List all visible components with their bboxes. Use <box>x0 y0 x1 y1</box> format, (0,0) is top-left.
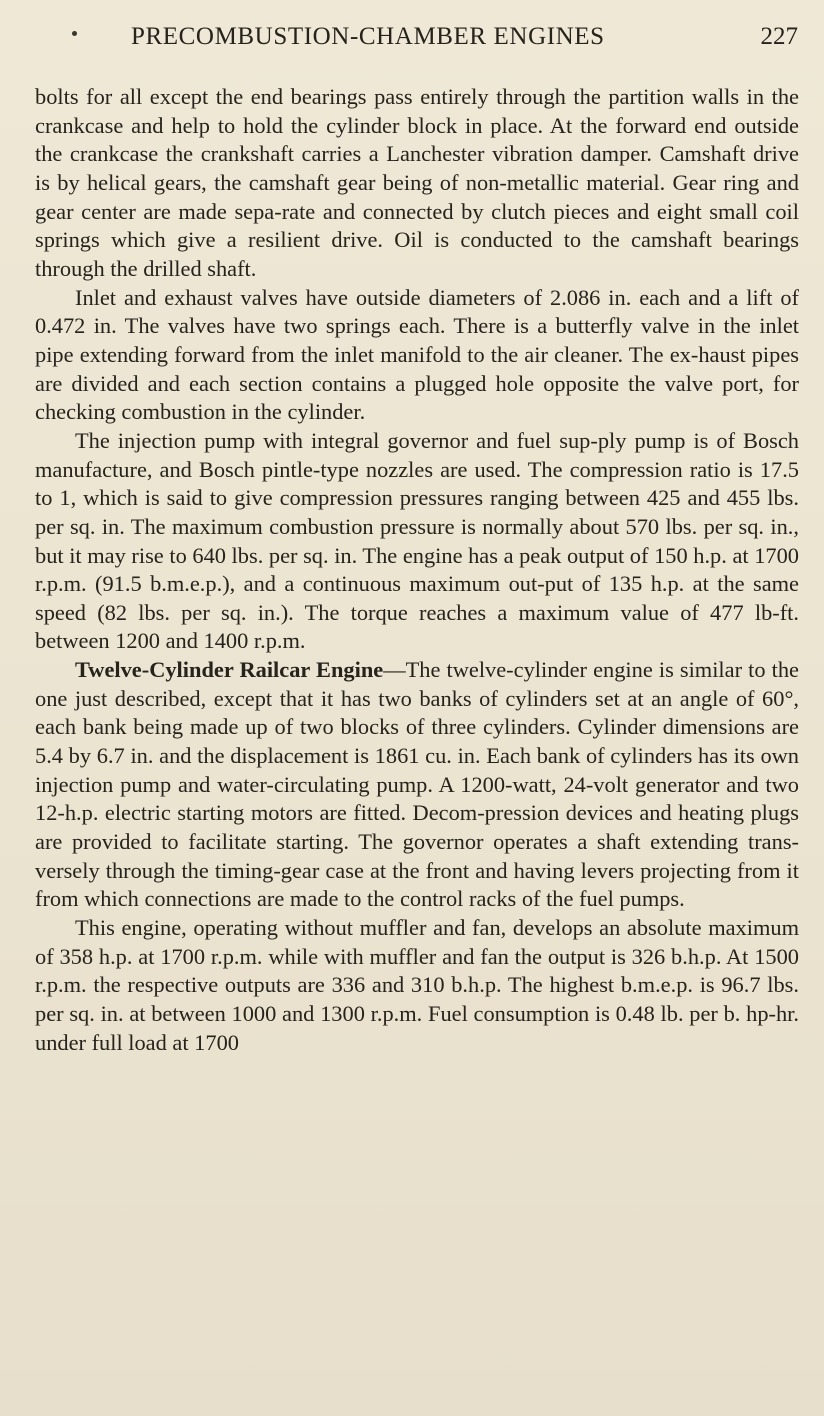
running-head: PRECOMBUSTION-CHAMBER ENGINES <box>131 23 605 50</box>
paragraph-3-text: The injection pump with integral governor and fuel sup-ply pump is of Bosch manufacture, and Bosch pintle-type nozzles are used. The compression ratio is 17.5 to 1, which is said to give compression pressures ranging between 425 and 455 lbs. per sq. in. The maximum combustion pressure is normally about 570 lbs. per sq. in., but it may rise to 640 lbs. per sq. in. The engine has a peak output of 150 h.p. at 1700 r.p.m. (91.5 b.m.e.p.), and a continuous maximum out-put of 135 h.p. at the same speed (82 lbs. per sq. in.). The torque reaches a maximum value of 477 lb-ft. between 1200 and 1400 r.p.m. <box>35 427 799 654</box>
page-header <box>36 20 798 54</box>
paragraph-4-text: —The twelve-cylinder engine is similar to the one just described, except that it has two banks of cylinders set at an angle of 60°, each bank being made up of two blocks of three cylinders. Cylinder dimensions are 5.4 by 6.7 in. and the displacement is 1861 cu. in. Each bank of cylinders has its own injection pump and water-circulating pump. A 1200-watt, 24-volt generator and two 12-h.p. electric starting motors are fitted. Decom-pression devices and heating plugs are provided to facilitate starting. The governor operates a shaft extending trans-versely through the timing-gear case at the front and having levers projecting from it from which connections are made to the control racks of the fuel pumps. <box>35 657 799 912</box>
paragraph-1-text: bolts for all except the end bearings pass entirely through the partition walls in the crankcase and help to hold the cylinder block in place. At the forward end outside the crankcase the crankshaft carries a Lanchester vibration damper. Camshaft drive is by helical gears, the camshaft gear being of non-metallic material. Gear ring and gear center are made sepa-rate and connected by clutch pieces and eight small coil springs which give a resilient drive. Oil is conducted to the camshaft bearings through the drilled shaft. <box>35 84 799 281</box>
paragraph-2-text: Inlet and exhaust valves have outside diameters of 2.086 in. each and a lift of 0.472 in. The valves have two springs each. There is a butterfly valve in the inlet pipe extending forward from the inlet manifold to the air cleaner. The ex-haust pipes are divided and each section contains a plugged hole opposite the valve port, for checking combustion in the cylinder. <box>35 284 799 425</box>
paragraph-3 <box>35 427 799 656</box>
paragraph-5-text: This engine, operating without muffler and fan, develops an absolute maximum of 358 h.p. at 1700 r.p.m. while with muffler and fan the output is 326 b.h.p. At 1500 r.p.m. the respective outputs are 336 and 310 b.h.p. The highest b.m.e.p. is 96.7 lbs. per sq. in. at between 1000 and 1300 r.p.m. Fuel consumption is 0.48 lb. per b. hp-hr. under full load at 1700 <box>35 915 799 1055</box>
paragraph-1 <box>35 83 799 284</box>
paragraph-2 <box>35 284 799 427</box>
print-speck <box>72 31 77 36</box>
paragraph-4 <box>35 656 799 914</box>
body-text <box>35 83 799 1057</box>
page-number: 227 <box>760 23 798 50</box>
paragraph-5 <box>35 914 799 1057</box>
section-heading: Twelve-Cylinder Railcar Engine <box>75 657 384 683</box>
